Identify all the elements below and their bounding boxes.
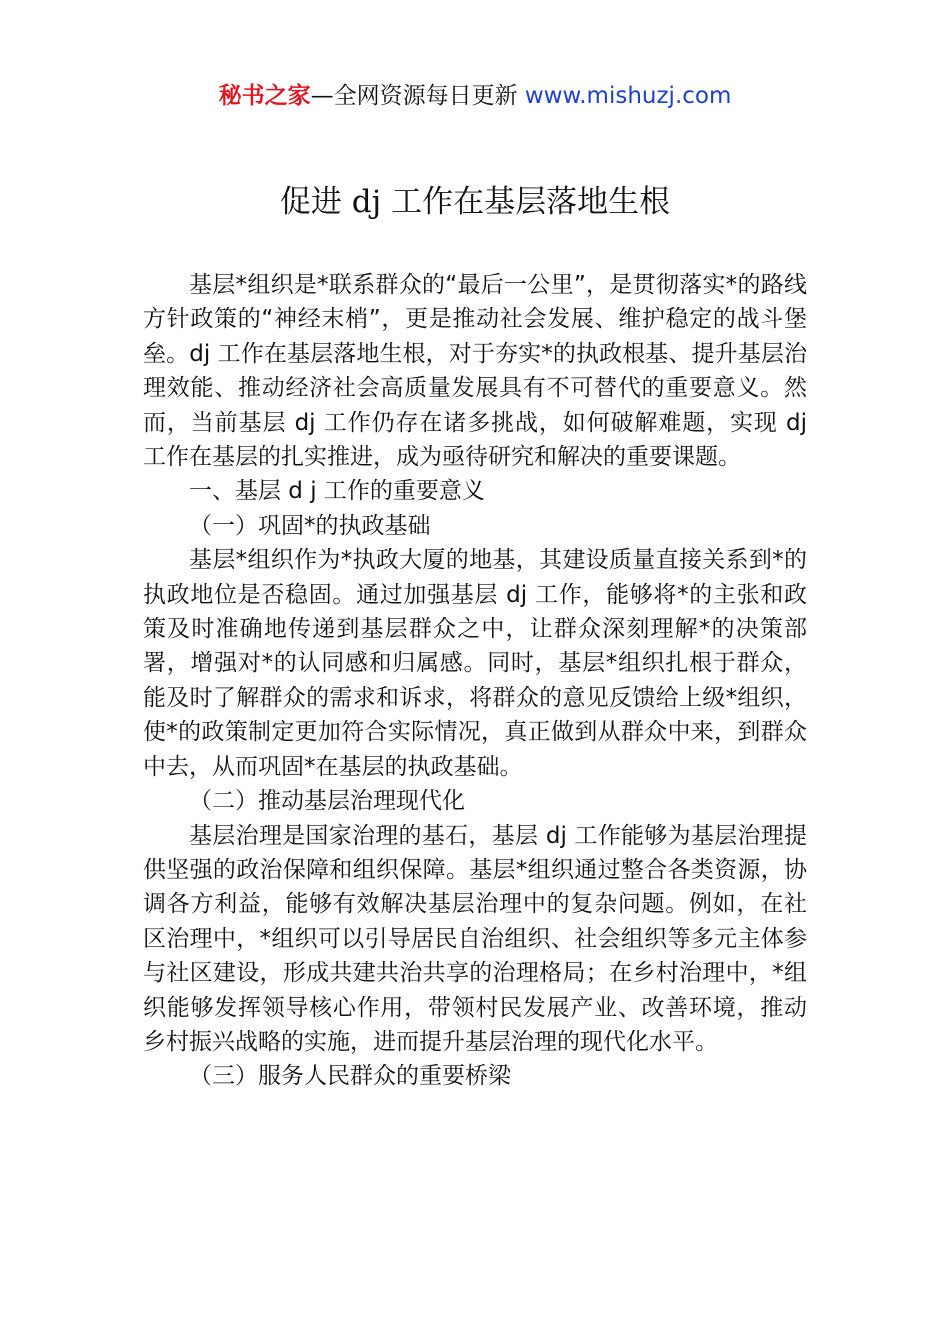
subsection-heading-3: （三）服务人民群众的重要桥梁: [189, 1063, 511, 1090]
body-paragraph: 基层治理是国家治理的基石，基层 dj 工作能够为基层治理提供坚强的政治保障和组织保障。基层*组织通过整合各类资源，协调各方利益，能够有效解决基层治理中的复杂问题。例如，在社区治理中，*组织可以引导居民自治组织、社会组织等多元主体参与社区建设，形成共建共治共享的治理格局；在乡村治理中，*组织能够发挥领导核心作用，带领村民发展产业、改善环境，推动乡村振兴战略的实施，进而提升基层治理的现代化水平。: [143, 822, 807, 1055]
intro-paragraph: 基层*组织是*联系群众的“最后一公里”，是贯彻落实*的路线方针政策的“神经末梢”，更是推动社会发展、维护稳定的战斗堡垒。dj 工作在基层落地生根，对于夯实*的执政根基、提升基层治理效能、推动经济社会高质量发展具有不可替代的重要意义。然而，当前基层 dj 工作仍存在诸多挑战，如何破解难题，实现 dj 工作在基层的扎实推进，成为亟待研究和解决的重要课题。: [143, 272, 807, 471]
site-banner: [0, 80, 950, 112]
subsection-heading-2: （二）推动基层治理现代化: [189, 788, 465, 815]
subsection-heading-1: （一）巩固*的执政基础: [189, 512, 431, 539]
site-brand: 秘书之家: [218, 83, 311, 109]
section-heading-1: 一、基层 d j 工作的重要意义: [189, 478, 485, 505]
body-paragraph: 基层*组织作为*执政大厦的地基，其建设质量直接关系到*的执政地位是否稳固。通过加强基层 dj 工作，能够将*的主张和政策及时准确地传递到基层群众之中，让群众深刻理解*的决策部署，增强对*的认同感和归属感。同时，基层*组织扎根于群众，能及时了解群众的需求和诉求，将群众的意见反馈给上级*组织，使*的政策制定更加符合实际情况，真正做到从群众中来，到群众中去，从而巩固*在基层的执政基础。: [143, 547, 807, 780]
document-body: [143, 268, 807, 1094]
site-url-link[interactable]: www.mishuzj.com: [524, 83, 732, 109]
document-title: 促进 dj 工作在基层落地生根: [279, 184, 671, 220]
site-tagline: —全网资源每日更新: [310, 83, 525, 109]
